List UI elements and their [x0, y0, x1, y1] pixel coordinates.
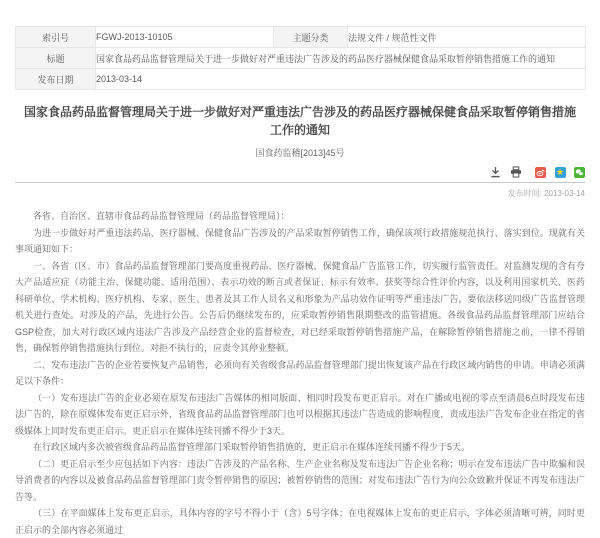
action-toolbar [15, 166, 585, 178]
publish-time-label: 发布时间: [507, 189, 542, 198]
paragraph-condition-1: （一）发布违法广告的企业必须在原发布违法广告媒体的相同版面、相同时段发布更正启示。对在广播或电视的零点至清晨6点时段发布违法广告的，除在原媒体发布更正启示外，省级食品药品监督管理部门也可以根据其违法广告造成的影响程度，责成违法广告发布企业在指定的省级媒体上同时发布更正启示。更正启示在媒体连续刊播不得少于3天。 [15, 392, 585, 436]
subject-category-value: 法规文件 / 规范性文件 [348, 27, 586, 48]
download-icon[interactable] [490, 166, 501, 180]
paragraph-condition-3: （三）在平面媒体上发布更正启示，具体内容的字号不得小于（含）5号字体；在电视媒体上发布的更正启示，字体必须清晰可辨，同时更正启示的全部内容必须通过 [15, 508, 585, 535]
document-number: 国食药监稽[2013]45号 [255, 148, 345, 158]
paragraph-salutation: 各省、自治区、直辖市食品药品监督管理局（药品监督管理局）： [33, 211, 290, 221]
content-divider [15, 182, 585, 183]
paragraph-section-2: 二、发布违法广告的企业若要恢复产品销售，必须向有关省级食品药品监督管理部门提出恢复该产品在行政区域内销售的申请。申请必须满足以下条件： [15, 359, 585, 386]
index-number-label: 索引号 [16, 27, 96, 48]
publish-date-value: 2013-03-14 [96, 69, 586, 90]
meta-row-date [16, 69, 586, 90]
document-body [15, 208, 585, 538]
wechat-share-icon[interactable] [574, 167, 585, 179]
paragraph-intro: 为进一步做好对严重违法药品、医疗器械、保健食品广告涉及的产品采取暂停销售工作，确保该项行政措施规范执行、落实到位。现就有关事项通知如下： [15, 227, 585, 254]
meta-row-title [16, 48, 586, 69]
page-title: 国家食品药品监督管理局关于进一步做好对严重违法广告涉及的药品医疗器械保健食品采取暂停销售措施工作的通知 [23, 105, 576, 137]
publish-time [15, 188, 585, 199]
paragraph-section-1: 一、各省（区、市）食品药品监督管理部门要高度重视药品、医疗器械、保健食品广告监管工作，切实履行监管责任。对监测发现的含有夸大产品适应症（功能主治、保健功能、适用范围）、表示功效的断言或者保证、标示有效率、获奖等综合性评价内容，以及利用国家机关、医药科研单位、学术机构、医疗机构、专家、医生、患者及其工作人员名义和形象为产品功效作证明等严重违法广告，要依法移送同级广告监督管理机关进行查处。对涉及的产品，先进行公告。公告后仍继续发布的，应采取暂停销售限期整改的监管措施。各级食品药品监督管理部门应结合GSP检查，加大对行政区域内违法广告涉及产品经营企业的监督检查，对已经采取暂停销售措施产品，在解除暂停销售措施之前，一律不得销售，确保暂停销售措施执行到位。对拒不执行的，应责令其停业整顿。 [15, 260, 585, 353]
publish-date-label: 发布日期 [16, 69, 96, 90]
publish-time-value: 2013-03-14 [544, 189, 585, 198]
qzone-share-icon[interactable]: ★ [556, 167, 565, 178]
document-page [15, 26, 585, 538]
paragraph-condition-2: （二）更正启示至少应包括如下内容：违法广告涉及的产品名称、生产企业名称及发布违法广告企业名称；明示在发布违法广告中欺骗和误导消费者的内容以及被食品药品监督管理部门责令暂停销售的原因；被暂停销售的范围；对发布违法广告行为向公众致歉并保证不再发布违法广告等。 [15, 458, 585, 502]
meta-row-index-category [16, 27, 586, 48]
weibo-share-icon[interactable] [535, 167, 546, 179]
subject-category-label: 主题分类 [274, 27, 348, 48]
title-value: 国家食品药品监督管理局关于进一步做好对严重违法广告涉及的药品医疗器械保健食品采取暂停销售措施工作的通知 [96, 48, 586, 69]
title-label: 标题 [16, 48, 96, 69]
document-meta-table [15, 26, 586, 90]
print-icon[interactable] [510, 166, 522, 180]
index-number-value: FGWJ-2013-10105 [96, 27, 274, 48]
paragraph-condition-1-extra: 在行政区域内多次被省级食品药品监督管理部门采取暂停销售措施的，更正启示在媒体连续刊播不得少于5天。 [33, 442, 471, 452]
